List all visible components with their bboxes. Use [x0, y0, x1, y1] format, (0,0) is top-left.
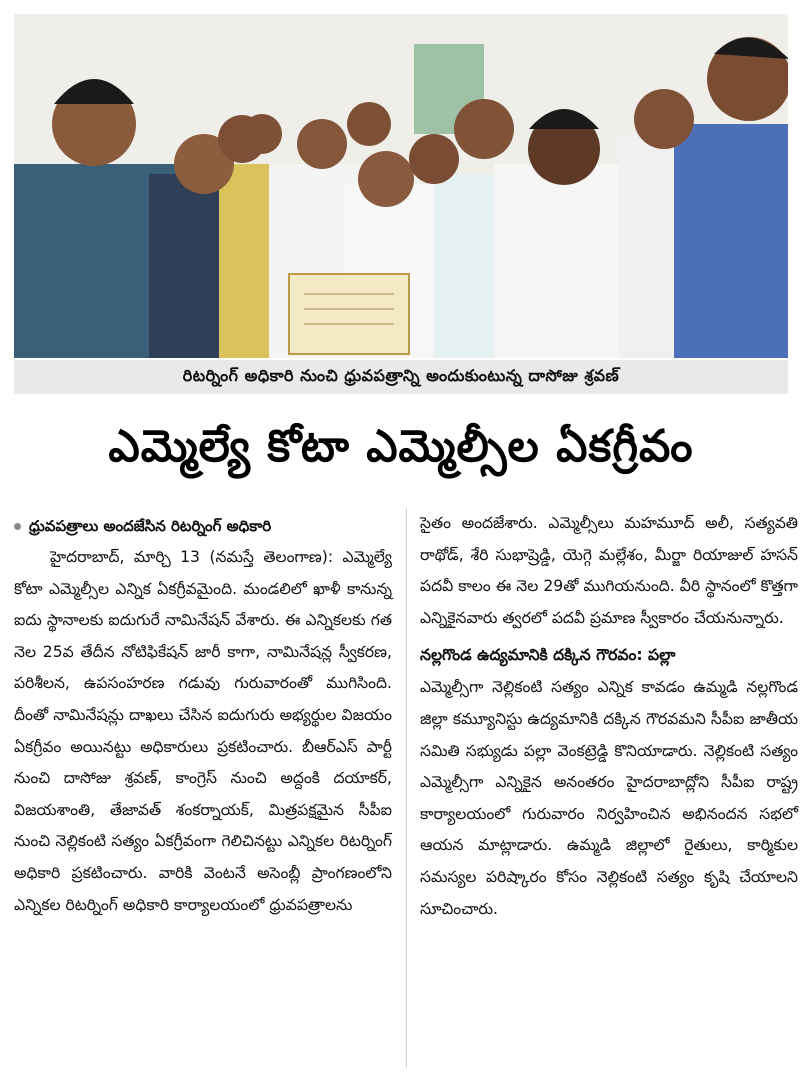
article-left-body: హైదరాబాద్, మార్చి 13 (నమస్తే తెలంగాణ): ఎమ్మెల్యే కోటా ఎమ్మెల్సీల ఎన్నిక ఏకగ్రీవమైంది. మండలిలో ఖాళీ కానున్న ఐదు స్థానాలకు ఐదుగురే నామినేషన్ వేశారు. ఈ ఎన్నికలకు గత నెల 25వ తేదీన నోటిఫికేషన్ జారీ కాగా, నామినేషన్ల స్వీకరణ, పరిశీలన, ఉపసంహరణ గడువు గురువారంతో ముగిసింది. దీంతో నామినేషన్లు దాఖలు చేసిన ఐదుగురు అభ్యర్థుల విజయం ఏకగ్రీవం అయినట్టు అధికారులు ప్రకటించారు. బీఆర్ఎస్ పార్టీ నుంచి దాసోజు శ్రవణ్, కాంగ్రెస్ నుంచి అద్దంకి దయాకర్, విజయశాంతి, తేజావత్ శంకర్నాయక్, మిత్రపక్షమైన సీపీఐ నుంచి నెల్లికంటి సత్యం ఏకగ్రీవంగా గెలిచినట్టు ఎన్నికల రిటర్నింగ్ అధికారి ప్రకటించారు. వారికి వెంటనే అసెంబ్లీ ప్రాంగణంలోని ఎన్నికల రిటర్నింగ్ అధికారి కార్యాలయంలో ధ్రువపత్రాలను	[14, 548, 392, 914]
subheading-left-text: ధ్రువపత్రాలు అందజేసిన రిటర్నింగ్ అధికారి	[29, 517, 272, 535]
article-right-body-2: ఎమ్మెల్సీగా నెల్లికంటి సత్యం ఎన్నిక కావడం ఉమ్మడి నల్లగొండ జిల్లా కమ్యూనిస్టు ఉద్యమానికి దక్కిన గౌరవమని సీపీఐ జాతీయ సమితి సభ్యుడు పల్లా వెంకట్రెడ్డి కొనియాడారు. నెల్లికంటి సత్యం ఎమ్మెల్సీగా ఎన్నికైన అనంతరం హైదరాబాద్లోని సీపీఐ రాష్ట్ర కార్యాలయంలో గురువారం నిర్వహించిన అభినందన సభలో ఆయన మాట్లాడారు. ఉమ్మడి జిల్లాలో రైతులు, కార్మికుల సమస్యల పరిష్కారం కోసం నెల్లికంటి సత్యం కృషి చేయాలని సూచించారు.	[420, 678, 798, 918]
article-paragraph	[14, 542, 392, 921]
headline: ఎమ్మెల్యే కోటా ఎమ్మెల్సీల ఏకగ్రీవం	[108, 421, 694, 472]
article-right-body-1: సైతం అందజేశారు. ఎమ్మెల్సీలు మహమూద్ అలీ, సత్యవతి రాథోడ్, శేరి సుభాష్రెడ్డి, యెగ్గె మల్లేశం, మీర్జా రియాజుల్ హసన్ పదవీ కాలం ఈ నెల 29తో ముగియనుంది. వీరి స్థానంలో కొత్తగా ఎన్నికైనవారు త్వరలో పదవీ ప్రమాణ స్వీకారం చేయనున్నారు.	[420, 514, 798, 627]
subheading-right: నల్లగొండ ఉద్యమానికి దక్కిన గౌరవం: పల్లా	[420, 646, 676, 665]
news-photo	[14, 14, 788, 358]
subheading-left	[14, 512, 392, 540]
article-left-column	[14, 512, 392, 921]
bullet-icon	[14, 523, 21, 530]
certificate	[289, 274, 409, 354]
column-divider	[406, 508, 407, 1068]
group-photo-illustration	[14, 14, 788, 358]
photo-caption: రిటర్నింగ్ అధికారి నుంచి ధ్రువపత్రాన్ని అందుకుంటున్న దాసోజు శ్రవణ్	[14, 360, 788, 394]
article-right-column	[420, 508, 798, 925]
